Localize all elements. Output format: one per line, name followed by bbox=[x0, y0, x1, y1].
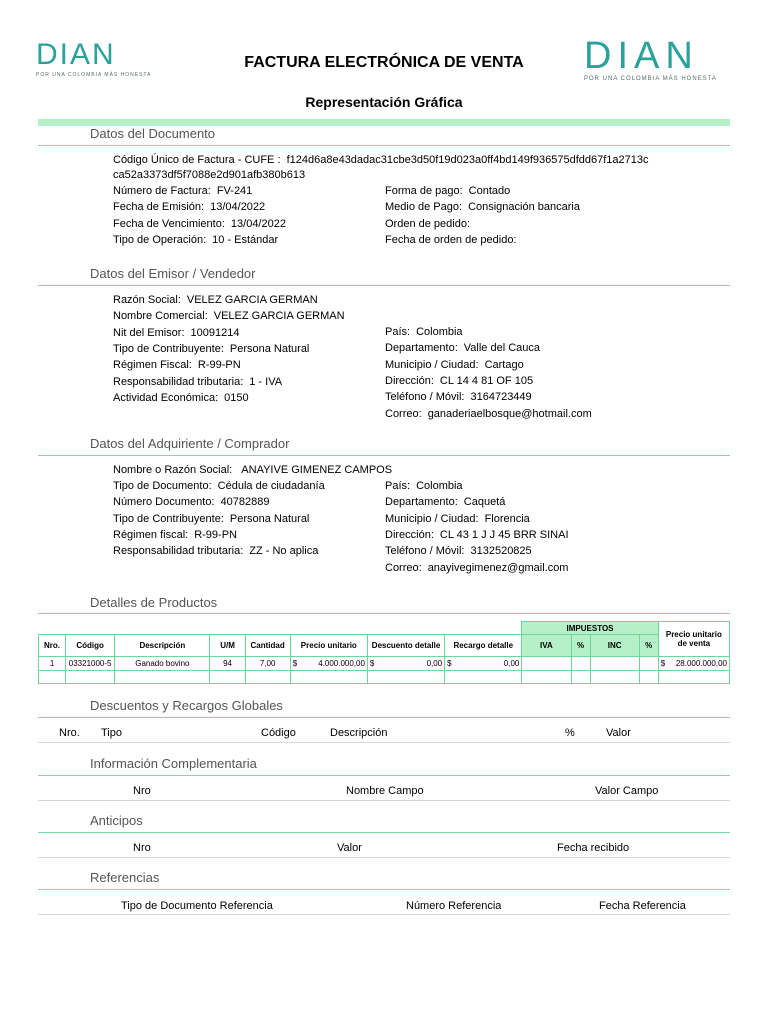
field-value: Cédula de ciudadanía bbox=[217, 480, 325, 492]
info-field bbox=[385, 480, 463, 492]
dian-logo-text: DIAN bbox=[584, 35, 699, 77]
info-field bbox=[385, 185, 510, 197]
cell-precio bbox=[290, 657, 367, 671]
field-label: Responsabilidad tributaria: bbox=[113, 545, 244, 558]
info-field bbox=[385, 201, 580, 213]
field-value: R-99-PN bbox=[194, 528, 237, 541]
info-field bbox=[113, 545, 318, 557]
info-field bbox=[113, 294, 318, 306]
field-label: Razón Social: bbox=[113, 294, 181, 306]
field-label: Teléfono / Móvil: bbox=[385, 391, 465, 404]
col-header: Valor bbox=[337, 842, 362, 854]
amount: 0,00 bbox=[503, 659, 520, 668]
row-divider bbox=[38, 800, 730, 801]
col-header: Fecha Referencia bbox=[599, 900, 686, 912]
section-divider bbox=[38, 613, 730, 614]
cell-cantidad: 7,00 bbox=[245, 657, 290, 671]
info-field bbox=[385, 562, 568, 574]
info-field bbox=[385, 342, 540, 354]
field-value: 10 - Estándar bbox=[212, 233, 279, 246]
info-field bbox=[385, 391, 532, 403]
info-field bbox=[113, 529, 237, 541]
currency-symbol: $ bbox=[447, 659, 452, 668]
field-value: Colombia bbox=[416, 480, 463, 492]
col-header: Número Referencia bbox=[406, 900, 502, 912]
document-title: FACTURA ELECTRÓNICA DE VENTA bbox=[244, 54, 524, 71]
info-field bbox=[385, 359, 524, 371]
cufe-field bbox=[113, 154, 649, 166]
col-header: Valor Campo bbox=[595, 785, 659, 797]
field-label: Orden de pedido: bbox=[385, 217, 471, 230]
field-value: 40782889 bbox=[220, 496, 270, 509]
section-heading-documento: Datos del Documento bbox=[90, 126, 216, 141]
col-header: % bbox=[565, 727, 575, 739]
dian-logo-tagline: POR UNA COLOMBIA MÁS HONESTA bbox=[584, 76, 717, 82]
adquiriente-name-field bbox=[113, 464, 392, 476]
dian-logo-tagline: POR UNA COLOMBIA MÁS HONESTA bbox=[36, 72, 152, 78]
field-label: País: bbox=[385, 480, 411, 492]
products-table bbox=[38, 621, 730, 684]
impuestos-header: IMPUESTOS bbox=[522, 622, 658, 635]
section-heading-adquiriente: Datos del Adquiriente / Comprador bbox=[90, 436, 290, 451]
field-value: Contado bbox=[468, 185, 511, 197]
info-field bbox=[385, 496, 505, 508]
section-divider bbox=[38, 285, 730, 286]
dian-logo-text: DIAN bbox=[36, 38, 116, 71]
table-row bbox=[39, 657, 730, 671]
field-label: País: bbox=[385, 326, 411, 338]
field-value: Consignación bancaria bbox=[468, 201, 580, 214]
cell-descripcion: Ganado bovino bbox=[115, 657, 210, 671]
field-label: Departamento: bbox=[385, 342, 458, 355]
col-header: Valor bbox=[606, 727, 631, 739]
info-field bbox=[113, 185, 252, 197]
info-field bbox=[113, 201, 265, 213]
field-value: Florencia bbox=[484, 512, 530, 525]
field-value: 1 - IVA bbox=[249, 375, 283, 388]
currency-symbol: $ bbox=[660, 659, 666, 668]
field-label: Nombre o Razón Social: bbox=[113, 464, 233, 476]
col-header: Nro. bbox=[39, 635, 66, 657]
col-header: Tipo bbox=[101, 727, 122, 739]
col-header: Precio unitario bbox=[290, 635, 367, 657]
field-value: ganaderiaelbosque@hotmail.com bbox=[427, 407, 592, 420]
field-label: Dirección: bbox=[385, 374, 434, 387]
section-heading-descuentos: Descuentos y Recargos Globales bbox=[90, 698, 283, 713]
field-label: Forma de pago: bbox=[385, 185, 463, 197]
field-value: 13/04/2022 bbox=[230, 217, 286, 230]
amount: 28.000.000,00 bbox=[675, 659, 727, 668]
field-value: Valle del Cauca bbox=[463, 342, 540, 355]
field-value: Persona Natural bbox=[229, 342, 310, 355]
field-value: 0150 bbox=[224, 391, 249, 404]
info-field bbox=[113, 359, 241, 371]
field-label: Nit del Emisor: bbox=[113, 326, 185, 339]
cufe-value-1: f124d6a8e43dadac31cbe3d50f19d023a0ff4bd149f936575dfdd67f1a2713c bbox=[286, 154, 649, 166]
info-field bbox=[113, 343, 309, 355]
field-label: Correo: bbox=[385, 407, 422, 420]
cell-codigo: 03321000-5 bbox=[66, 657, 115, 671]
info-field bbox=[385, 408, 592, 420]
amount: 4.000.000,00 bbox=[318, 659, 365, 668]
field-label: Fecha de Vencimiento: bbox=[113, 217, 225, 230]
field-label: Régimen fiscal: bbox=[113, 528, 189, 541]
cell-precio-venta bbox=[658, 657, 729, 671]
cufe-value-2: ca52a3373df5f7088e2d901afb380b613 bbox=[113, 169, 306, 181]
field-label: Nombre Comercial: bbox=[113, 310, 208, 323]
field-label: Responsabilidad tributaria: bbox=[113, 375, 244, 388]
field-value: Colombia bbox=[416, 326, 463, 338]
document-subtitle: Representación Gráfica bbox=[305, 94, 463, 110]
field-value: ANAYIVE GIMENEZ CAMPOS bbox=[241, 464, 393, 476]
section-divider bbox=[38, 455, 730, 456]
cell-recargo bbox=[445, 657, 522, 671]
info-field bbox=[385, 326, 463, 338]
info-field bbox=[385, 545, 532, 557]
field-label: Tipo de Documento: bbox=[113, 480, 212, 492]
row-divider bbox=[38, 742, 730, 743]
col-header: Fecha recibido bbox=[557, 842, 630, 854]
field-value: CL 14 4 81 OF 105 bbox=[439, 374, 534, 387]
field-label: Departamento: bbox=[385, 496, 458, 509]
info-field bbox=[113, 310, 345, 322]
info-field bbox=[113, 218, 286, 230]
col-header: % bbox=[571, 635, 590, 657]
info-field bbox=[113, 392, 249, 404]
field-label: Medio de Pago: bbox=[385, 201, 463, 214]
row-divider bbox=[38, 857, 730, 858]
field-label: Teléfono / Móvil: bbox=[385, 545, 465, 558]
field-value: ZZ - No aplica bbox=[249, 545, 319, 558]
field-label: Fecha de Emisión: bbox=[113, 201, 205, 214]
cell-inc bbox=[590, 657, 639, 671]
col-header: Descuento detalle bbox=[367, 635, 444, 657]
table-header-row bbox=[39, 635, 730, 657]
col-header: Tipo de Documento Referencia bbox=[121, 900, 273, 912]
section-divider bbox=[38, 775, 730, 776]
info-field bbox=[113, 376, 282, 388]
field-value: Cartago bbox=[484, 358, 524, 371]
field-label: Dirección: bbox=[385, 528, 434, 541]
section-heading-productos: Detalles de Productos bbox=[90, 595, 218, 610]
field-value: R-99-PN bbox=[197, 359, 241, 372]
field-label: Tipo de Contribuyente: bbox=[113, 342, 224, 355]
cell-iva bbox=[522, 657, 571, 671]
section-heading-emisor: Datos del Emisor / Vendedor bbox=[90, 266, 256, 281]
field-label: Tipo de Operación: bbox=[113, 233, 207, 246]
info-field bbox=[385, 375, 533, 387]
field-label: Fecha de orden de pedido: bbox=[385, 233, 517, 246]
col-header: Descripción bbox=[115, 635, 210, 657]
cell-um: 94 bbox=[210, 657, 245, 671]
info-field bbox=[385, 234, 523, 246]
section-divider bbox=[38, 119, 730, 126]
field-label: Municipio / Ciudad: bbox=[385, 358, 479, 371]
cell-inc-pct bbox=[639, 657, 658, 671]
section-heading-anticipos: Anticipos bbox=[90, 813, 143, 828]
section-heading-referencias: Referencias bbox=[90, 870, 160, 885]
currency-symbol: $ bbox=[292, 659, 298, 668]
col-header: % bbox=[639, 635, 658, 657]
section-divider bbox=[38, 717, 730, 718]
cell-iva-pct bbox=[571, 657, 590, 671]
section-heading-informacion: Información Complementaria bbox=[90, 756, 257, 771]
section-divider bbox=[38, 889, 730, 890]
cell-nro: 1 bbox=[39, 657, 66, 671]
col-header: Recargo detalle bbox=[445, 635, 522, 657]
col-header: U/M bbox=[210, 635, 245, 657]
section-divider bbox=[38, 145, 730, 146]
field-value: 10091214 bbox=[190, 326, 240, 339]
field-label: Municipio / Ciudad: bbox=[385, 512, 479, 525]
info-field bbox=[113, 234, 278, 246]
info-field bbox=[385, 218, 476, 230]
col-header: INC bbox=[590, 635, 639, 657]
field-value: Caquetá bbox=[463, 496, 506, 509]
field-value: 3132520825 bbox=[470, 545, 532, 558]
field-label: Número Documento: bbox=[113, 496, 215, 509]
field-label: Código Único de Factura - CUFE : bbox=[113, 154, 281, 166]
field-value: CL 43 1 J J 45 BRR SINAI bbox=[439, 528, 569, 541]
col-header: Nombre Campo bbox=[346, 785, 424, 797]
row-divider bbox=[38, 914, 730, 915]
col-header: Código bbox=[66, 635, 115, 657]
info-field bbox=[113, 327, 239, 339]
field-value: 13/04/2022 bbox=[210, 201, 266, 214]
col-header: Código bbox=[261, 727, 296, 739]
section-divider bbox=[38, 832, 730, 833]
field-value: Persona Natural bbox=[229, 512, 310, 525]
precio-venta-header: Precio unitario de venta bbox=[658, 622, 729, 657]
field-label: Régimen Fiscal: bbox=[113, 359, 192, 372]
field-label: Correo: bbox=[385, 561, 422, 574]
info-field bbox=[113, 480, 325, 492]
field-value: VELEZ GARCIA GERMAN bbox=[213, 310, 345, 323]
currency-symbol: $ bbox=[369, 659, 375, 668]
col-header: Nro bbox=[133, 785, 151, 797]
field-label: Actividad Económica: bbox=[113, 391, 219, 404]
info-field bbox=[385, 513, 530, 525]
info-field bbox=[385, 529, 569, 541]
col-header: IVA bbox=[522, 635, 571, 657]
table-row-empty bbox=[39, 671, 730, 684]
info-field bbox=[113, 513, 309, 525]
field-value: FV-241 bbox=[216, 185, 253, 197]
field-label: Número de Factura: bbox=[113, 185, 211, 197]
col-header: Nro. bbox=[59, 727, 80, 739]
col-header: Descripción bbox=[330, 727, 388, 739]
amount: 0,00 bbox=[426, 659, 443, 668]
field-value: anayivegimenez@gmail.com bbox=[427, 561, 569, 574]
cell-descuento bbox=[367, 657, 444, 671]
info-field bbox=[113, 496, 269, 508]
field-value: 3164723449 bbox=[470, 391, 532, 404]
field-label: Tipo de Contribuyente: bbox=[113, 512, 224, 525]
col-header: Cantidad bbox=[245, 635, 290, 657]
field-value: VELEZ GARCIA GERMAN bbox=[186, 294, 318, 306]
col-header: Nro bbox=[133, 842, 151, 854]
